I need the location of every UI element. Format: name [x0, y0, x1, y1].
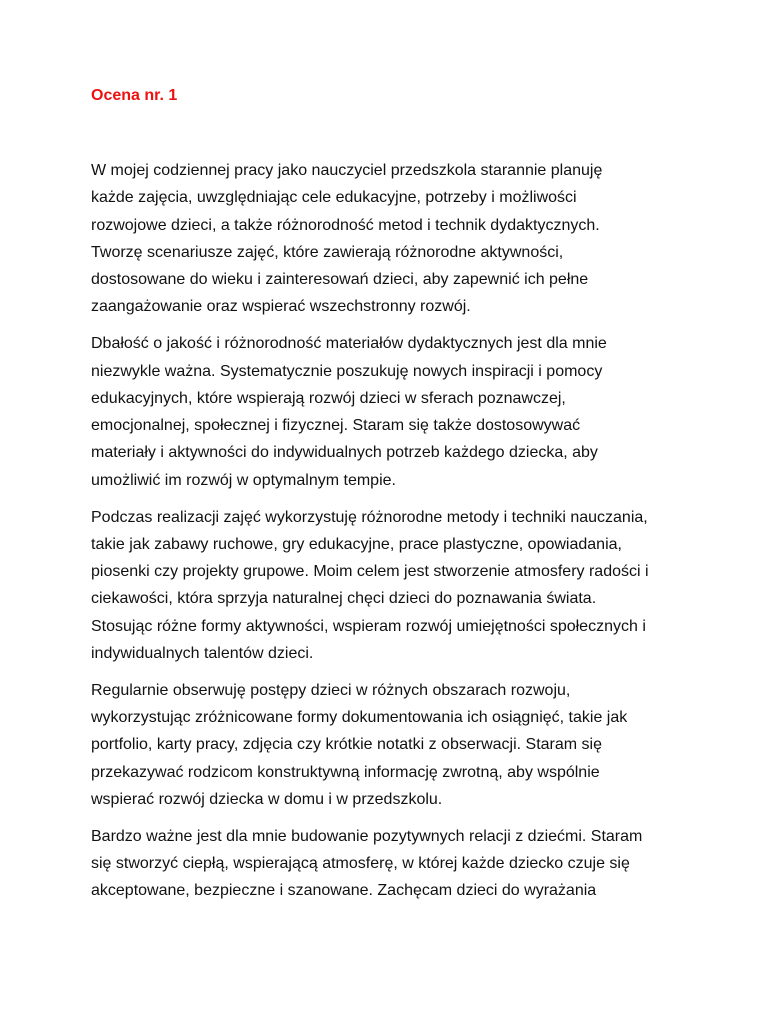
text-line: Stosując różne formy aktywności, wspieram rozwój umiejętności społecznych i — [91, 617, 646, 635]
document-heading: Ocena nr. 1 — [91, 87, 178, 104]
text-line: akceptowane, bezpieczne i szanowane. Zachęcam dzieci do wyrażania — [91, 882, 597, 900]
text-line: rozwojowe dzieci, a także różnorodność metod i technik dydaktycznych. — [91, 216, 600, 234]
paragraph — [91, 157, 691, 321]
text-line: edukacyjnych, które wspierają rozwój dzieci w sferach poznawczej, — [91, 389, 566, 407]
text-line: Regularnie obserwuję postępy dzieci w różnych obszarach rozwoju, — [91, 681, 571, 699]
text-line: dostosowane do wieku i zainteresowań dzieci, aby zapewnić ich pełne — [91, 271, 589, 289]
paragraph — [91, 330, 691, 494]
paragraph — [91, 823, 691, 905]
text-line: Podczas realizacji zajęć wykorzystuję różnorodne metody i techniki nauczania, — [91, 508, 648, 526]
text-line: takie jak zabawy ruchowe, gry edukacyjne, prace plastyczne, opowiadania, — [91, 535, 622, 553]
document-body — [91, 157, 691, 914]
text-line: zaangażowanie oraz wspierać wszechstronny rozwój. — [91, 298, 471, 316]
text-line: Bardzo ważne jest dla mnie budowanie pozytywnych relacji z dziećmi. Staram — [91, 827, 643, 845]
text-line: materiały i aktywności do indywidualnych potrzeb każdego dziecka, aby — [91, 444, 598, 462]
text-line: emocjonalnej, społecznej i fizycznej. Staram się także dostosowywać — [91, 417, 581, 435]
text-line: Tworzę scenariusze zajęć, które zawierają różnorodne aktywności, — [91, 243, 564, 261]
text-line: Dbałość o jakość i różnorodność materiałów dydaktycznych jest dla mnie — [91, 335, 607, 353]
paragraph — [91, 504, 691, 668]
text-line: umożliwić im rozwój w optymalnym tempie. — [91, 471, 396, 489]
text-line: ciekawości, która sprzyja naturalnej chęci dzieci do poznawania świata. — [91, 590, 597, 608]
text-line: niezwykle ważna. Systematycznie poszukuję nowych inspiracji i pomocy — [91, 362, 603, 380]
paragraph — [91, 677, 691, 813]
text-line: portfolio, karty pracy, zdjęcia czy krótkie notatki z obserwacji. Staram się — [91, 736, 602, 754]
text-line: piosenki czy projekty grupowe. Moim celem jest stworzenie atmosfery radości i — [91, 563, 649, 581]
text-line: wykorzystując zróżnicowane formy dokumentowania ich osiągnięć, takie jak — [91, 709, 628, 727]
text-line: przekazywać rodzicom konstruktywną informację zwrotną, aby wspólnie — [91, 763, 600, 781]
text-line: każde zajęcia, uwzględniając cele edukacyjne, potrzeby i możliwości — [91, 189, 577, 207]
text-line: W mojej codziennej pracy jako nauczyciel przedszkola starannie planuję — [91, 162, 603, 179]
text-line: się stworzyć ciepłą, wspierającą atmosferę, w której każde dziecko czuje się — [91, 855, 630, 873]
text-line: wspierać rozwój dziecka w domu i w przedszkolu. — [91, 791, 443, 809]
text-line: indywidualnych talentów dzieci. — [91, 645, 314, 663]
